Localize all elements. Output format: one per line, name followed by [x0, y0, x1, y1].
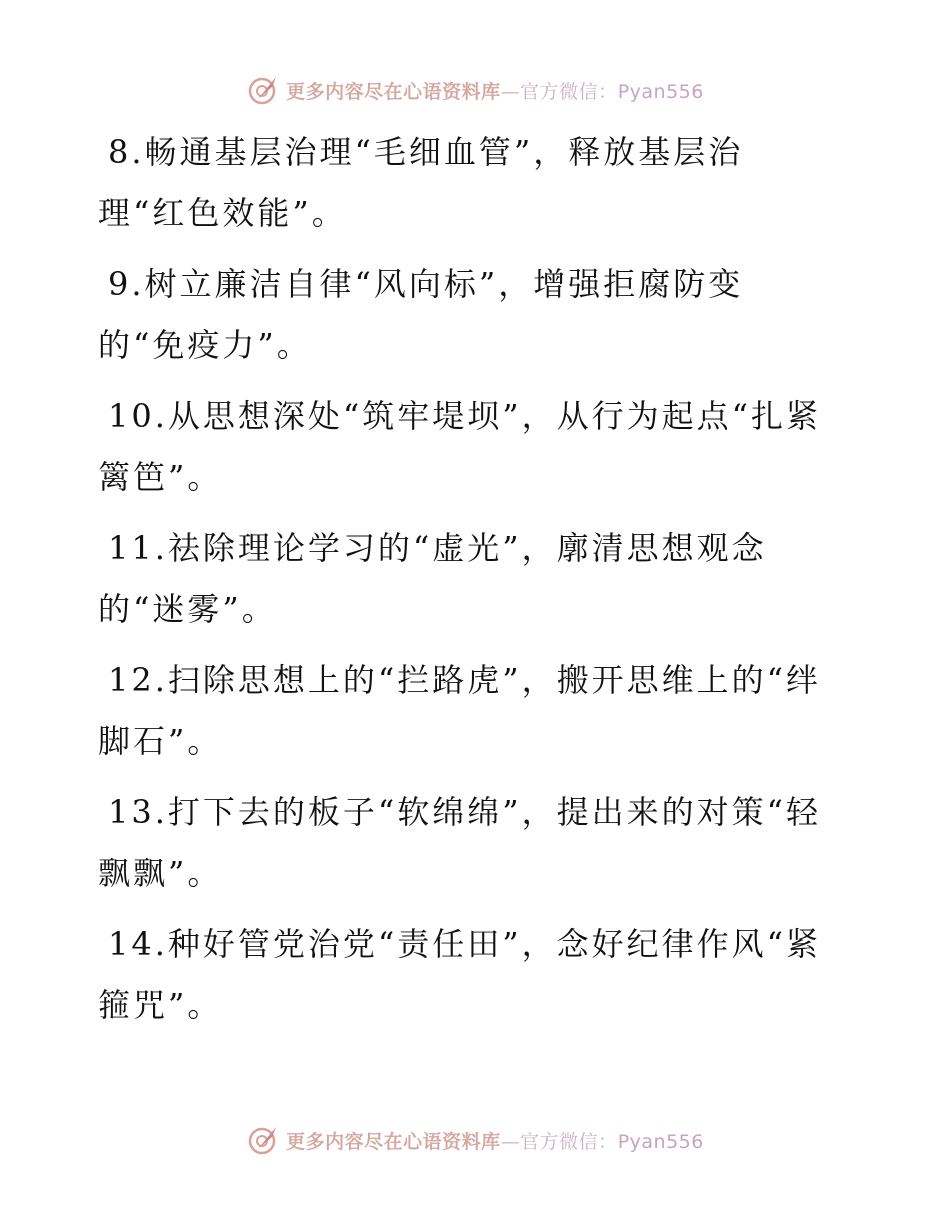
- slogan-list: [98, 122, 858, 1046]
- list-item: [98, 386, 858, 508]
- item-line: 14.种好管党治党“责任田”，念好纪律作风“紧: [108, 925, 821, 963]
- item-line: 篱笆”。: [98, 458, 223, 496]
- watermark-title: 更多内容尽在心语资料库: [286, 1130, 501, 1153]
- quill-logo-icon: [246, 73, 280, 107]
- list-item: [98, 254, 858, 376]
- list-item: [98, 650, 858, 772]
- list-item: [98, 782, 858, 904]
- watermark-wechat-label: 官方微信：: [520, 1130, 618, 1153]
- watermark-wechat-id: Pyan556: [617, 80, 704, 103]
- list-item: [98, 122, 858, 244]
- header-watermark: [0, 70, 950, 110]
- watermark-wechat-id: Pyan556: [617, 1130, 704, 1153]
- footer-watermark: [0, 1120, 950, 1160]
- quill-logo-icon: [246, 1123, 280, 1157]
- item-line: 理“红色效能”。: [98, 194, 347, 232]
- item-line: 飘飘”。: [98, 854, 223, 892]
- watermark-dash: —: [500, 80, 521, 103]
- item-line: 12.扫除思想上的“拦路虎”，搬开思维上的“绊: [108, 661, 821, 699]
- watermark-wechat-label: 官方微信：: [520, 80, 618, 103]
- watermark-title: 更多内容尽在心语资料库: [286, 80, 501, 103]
- item-line: 的“迷雾”。: [98, 590, 277, 628]
- item-line: 8.畅通基层治理“毛细血管”，释放基层治: [108, 133, 744, 171]
- list-item: [98, 914, 858, 1036]
- item-line: 11.祛除理论学习的“虚光”，廓清思想观念: [108, 529, 767, 567]
- watermark-dash: —: [500, 1130, 521, 1153]
- item-line: 的“免疫力”。: [98, 326, 312, 364]
- item-line: 箍咒”。: [98, 986, 223, 1024]
- item-line: 10.从思想深处“筑牢堤坝”，从行为起点“扎紧: [108, 397, 821, 435]
- item-line: 9.树立廉洁自律“风向标”，增强拒腐防变: [108, 265, 744, 303]
- item-line: 脚石”。: [98, 722, 223, 760]
- item-line: 13.打下去的板子“软绵绵”，提出来的对策“轻: [108, 793, 821, 831]
- list-item: [98, 518, 858, 640]
